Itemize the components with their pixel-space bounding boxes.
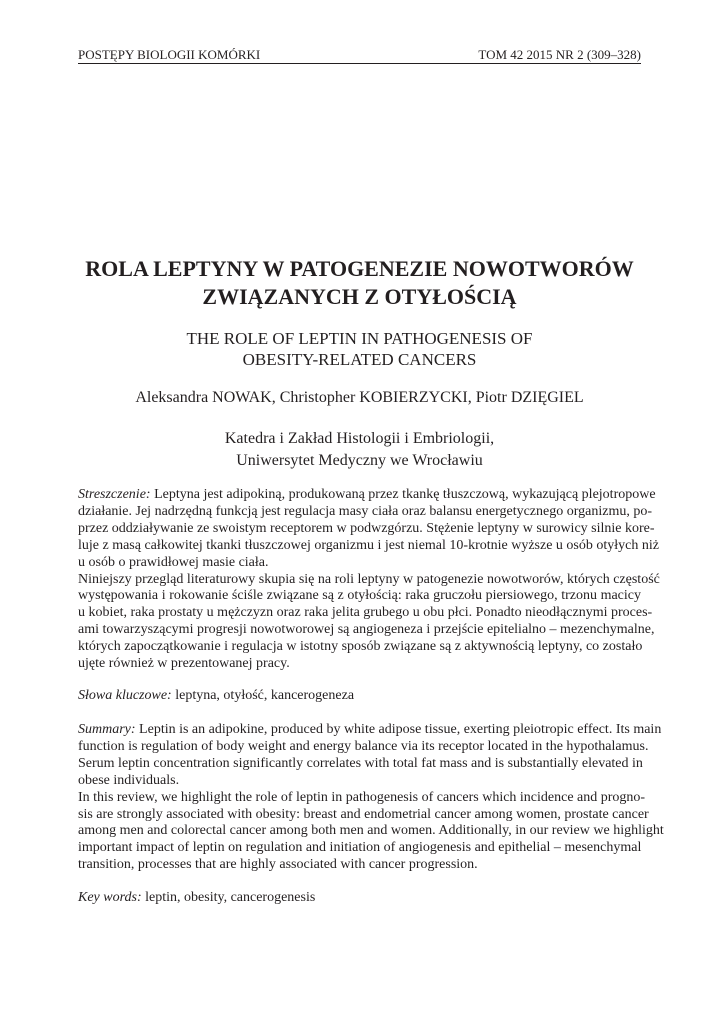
abstract-text: Leptyna jest adipokiną, produkowaną przez tkankę tłuszczową, wykazującą plejotropowe — [150, 487, 656, 502]
abstract-line: u kobiet, raka prostaty u mężczyzn oraz raka jelita grubego u obu płci. Ponadto nieodłącznymi proces- — [78, 605, 653, 621]
abstract-line: ujęte również w prezentowanej pracy. — [78, 656, 290, 672]
abstract-line: luje z masą całkowitej tkanki tłuszczowej organizmu i jest niemal 10-krotnie wyższe u osób otyłych niż — [78, 537, 659, 553]
abstract-line: występowania i rokowanie ściśle związane są z otyłością: raka gruczołu piersiowego, trzonu macicy — [78, 588, 641, 604]
authors: Aleksandra NOWAK, Christopher KOBIERZYCKI, Piotr DZIĘGIEL — [135, 389, 584, 406]
abstract-line: których zapoczątkowanie i regulacja w istotny sposób związane są z aktywnością leptyny, co zostało — [78, 639, 643, 655]
journal-name: POSTĘPY BIOLOGII KOMÓRKI — [78, 47, 261, 62]
summary-label: Summary: — [78, 722, 136, 737]
affiliation-line: Katedra i Zakład Histologii i Embriologii, — [224, 430, 495, 447]
keywords-polish — [78, 688, 641, 705]
keywords-en-label: Key words: — [78, 890, 142, 905]
abstract-english — [78, 722, 664, 874]
abstract-line — [78, 487, 656, 504]
abstract-label: Streszczenie: — [78, 487, 151, 502]
abstract-line: u osób o prawidłowej masie ciała. — [78, 554, 269, 570]
summary-line: obese individuals. — [78, 772, 180, 788]
keywords-english — [78, 890, 641, 907]
summary-line: Serum leptin concentration significantly correlates with total fat mass and is substantially elevated in — [78, 755, 643, 771]
summary-text: Leptin is an adipokine, produced by white adipose tissue, exerting pleiotropic effect. Its main — [135, 722, 662, 737]
english-title-line: THE ROLE OF LEPTIN IN PATHOGENESIS OF — [186, 329, 533, 348]
running-header — [78, 47, 641, 64]
summary-line: function is regulation of body weight and energy balance via its receptor located in the hypothalamus. — [78, 738, 649, 754]
title-line: ZWIĄZANYCH Z OTYŁOŚCIĄ — [202, 284, 517, 309]
abstract-polish — [78, 487, 660, 673]
abstract-line: ami towarzyszącymi progresji nowotworowej są angiogeneza i przejście epitelialno – mezenchymalne, — [78, 622, 655, 638]
abstract-line: Niniejszy przegląd literaturowy skupia się na roli leptyny w patogenezie nowotworów, których częstość — [78, 571, 660, 587]
affiliation-line: Uniwersytet Medyczny we Wrocławiu — [236, 452, 483, 469]
issue-info: TOM 42 2015 NR 2 (309–328) — [478, 47, 641, 62]
affiliation — [0, 428, 719, 472]
summary-line — [78, 722, 662, 739]
keywords-text: leptyna, otyłość, kancerogeneza — [171, 688, 355, 703]
title-line: ROLA LEPTYNY W PATOGENEZIE NOWOTWORÓW — [85, 256, 634, 281]
abstract-line: przez oddziaływanie ze swoistym receptorem w podwzgórzu. Stężenie leptyny w surowicy silnie kore- — [78, 520, 655, 536]
keywords-label: Słowa kluczowe: — [78, 688, 172, 703]
summary-line: sis are strongly associated with obesity: breast and endometrial cancer among women, prostate cancer — [78, 806, 649, 822]
english-title-line: OBESITY-RELATED CANCERS — [242, 350, 477, 369]
keywords-en-text: leptin, obesity, cancerogenesis — [141, 890, 316, 905]
english-title — [0, 328, 719, 370]
summary-line: In this review, we highlight the role of leptin in pathogenesis of cancers which incidence and progno- — [78, 789, 646, 805]
abstract-line: działanie. Jej nadrzędną funkcją jest regulacja masy ciała oraz balansu energetycznego organizmu, po- — [78, 503, 652, 519]
summary-line: transition, processes that are highly associated with cancer progression. — [78, 857, 478, 873]
summary-line: among men and colorectal cancer among both men and women. Additionally, in our review we highlight — [78, 823, 664, 839]
article-title — [0, 255, 719, 311]
summary-line: important impact of leptin on regulation and initiation of angiogenesis and epithelial – mesenchymal — [78, 840, 642, 856]
